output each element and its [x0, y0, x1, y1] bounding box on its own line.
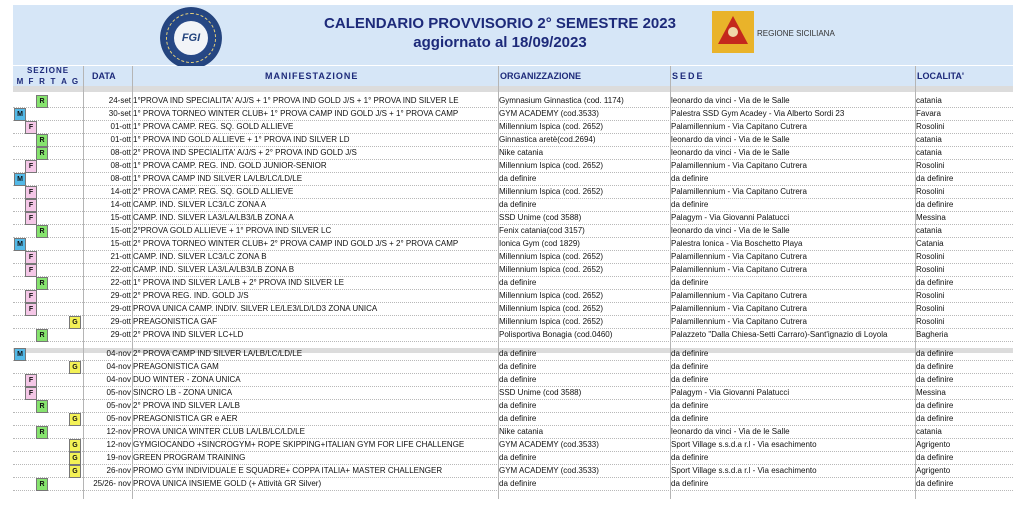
cell-sede: Palagym - Via Giovanni Palatucci: [671, 388, 790, 397]
cell-manifestazione: 2° PROVA CAMP IND SILVER LA/LB/LC/LD/LE: [133, 349, 303, 358]
cell-organizzazione: da definire: [499, 453, 537, 462]
sezione-badge: G: [69, 413, 81, 426]
cell-manifestazione: 1° PROVA IND GOLD ALLIEVE + 1° PROVA IND SILVER LD: [133, 135, 350, 144]
cell-localita: Catania: [916, 239, 944, 248]
sezione-badge: F: [25, 264, 37, 277]
cell-sede: da definire: [671, 362, 709, 371]
cell-organizzazione: Gymnasium Ginnastica (cod. 1174): [499, 96, 624, 105]
cell-localita: da definire: [916, 453, 954, 462]
sezione-badge: F: [25, 186, 37, 199]
cell-manifestazione: PREAGONISTICA GAF: [133, 317, 218, 326]
cell-localita: Rosolini: [916, 304, 945, 313]
cell-sede: da definire: [671, 401, 709, 410]
sezione-badge: G: [69, 316, 81, 329]
table-row: [13, 451, 1013, 465]
cell-localita: Rosolini: [916, 252, 945, 261]
table-row: [13, 94, 1013, 108]
cell-sede: da definire: [671, 278, 709, 287]
cell-manifestazione: 2° PROVA TORNEO WINTER CLUB+ 2° PROVA CAMP IND GOLD J/S + 2° PROVA CAMP: [133, 239, 459, 248]
cell-manifestazione: CAMP. IND. SILVER LC3/LC ZONA B: [133, 252, 267, 261]
cell-organizzazione: da definire: [499, 414, 537, 423]
cell-date: 25/26- nov: [93, 479, 131, 488]
cell-date: 29-ott: [110, 291, 131, 300]
cell-localita: da definire: [916, 174, 954, 183]
cell-date: 19-nov: [106, 453, 131, 462]
cell-sede: Palamillennium - Via Capitano Cutrera: [671, 252, 807, 261]
table-row: [13, 289, 1013, 303]
cell-date: 14-ott: [110, 187, 131, 196]
sezione-badge: G: [69, 439, 81, 452]
logo-text: FGI: [174, 21, 208, 55]
cell-date: 12-nov: [106, 440, 131, 449]
cell-manifestazione: 2° PROVA IND SILVER LC+LD: [133, 330, 244, 339]
cell-manifestazione: 1° PROVA CAMP. REG. IND. GOLD JUNIOR-SENIOR: [133, 161, 327, 170]
table-row: [13, 464, 1013, 478]
cell-manifestazione: PROVA UNICA INSIEME GOLD (+ Attività GR Silver): [133, 479, 322, 488]
cell-organizzazione: Millennium Ispica (cod. 2652): [499, 291, 604, 300]
cell-manifestazione: PREAGONISTICA GAM: [133, 362, 219, 371]
table-row: [13, 302, 1013, 316]
cell-date: 05-nov: [106, 401, 131, 410]
sezione-letter-r: R: [39, 77, 45, 86]
sezione-badge: R: [36, 426, 48, 439]
cell-manifestazione: CAMP. IND. SILVER LC3/LC ZONA A: [133, 200, 267, 209]
cell-manifestazione: PROVA UNICA CAMP. INDIV. SILVER LE/LE3/LD/LD3 ZONA UNICA: [133, 304, 378, 313]
cell-localita: da definire: [916, 479, 954, 488]
cell-localita: Rosolini: [916, 291, 945, 300]
cell-sede: Palamillennium - Via Capitano Cutrera: [671, 161, 807, 170]
table-row: [13, 198, 1013, 212]
sezione-badge: F: [25, 160, 37, 173]
region-logo-icon: [712, 11, 754, 53]
table-row: [13, 224, 1013, 238]
cell-sede: Palagym - Via Giovanni Palatucci: [671, 213, 790, 222]
table-row: [13, 425, 1013, 439]
cell-manifestazione: 2° PROVA CAMP. REG. SQ. GOLD ALLIEVE: [133, 187, 294, 196]
cell-date: 04-nov: [106, 362, 131, 371]
cell-sede: da definire: [671, 349, 709, 358]
column-localita: LOCALITA': [917, 71, 964, 81]
cell-organizzazione: Millennium Ispica (cod. 2652): [499, 252, 604, 261]
table-row: [13, 237, 1013, 251]
table-row: [13, 250, 1013, 264]
cell-localita: da definire: [916, 414, 954, 423]
cell-manifestazione: CAMP. IND. SILVER LA3/LA/LB3/LB ZONA B: [133, 265, 295, 274]
cell-sede: da definire: [671, 375, 709, 384]
table-row: [13, 211, 1013, 225]
sezione-letter-f: F: [28, 77, 34, 86]
cell-date: 08-ott: [110, 161, 131, 170]
cell-manifestazione: CAMP. IND. SILVER LA3/LA/LB3/LB ZONA A: [133, 213, 294, 222]
cell-date: 24-set: [108, 96, 131, 105]
cell-localita: Rosolini: [916, 317, 945, 326]
cell-organizzazione: da definire: [499, 401, 537, 410]
cell-date: 15-ott: [110, 213, 131, 222]
cell-organizzazione: Millennium Ispica (cod. 2652): [499, 317, 604, 326]
cell-date: 22-ott: [110, 265, 131, 274]
column-sezione: SEZIONE: [26, 66, 70, 75]
column-manifestazione: MANIFESTAZIONE: [265, 71, 359, 81]
sezione-badge: R: [36, 277, 48, 290]
cell-localita: Rosolini: [916, 187, 945, 196]
sezione-badge: F: [25, 290, 37, 303]
cell-date: 12-nov: [106, 427, 131, 436]
cell-date: 29-ott: [110, 330, 131, 339]
cell-organizzazione: da definire: [499, 349, 537, 358]
table-row: [13, 386, 1013, 400]
cell-organizzazione: Millennium Ispica (cod. 2652): [499, 265, 604, 274]
sezione-badge: F: [25, 212, 37, 225]
table-separator: [13, 86, 1013, 92]
cell-sede: leonardo da vinci - Via de le Salle: [671, 427, 790, 436]
cell-localita: Rosolini: [916, 161, 945, 170]
cell-manifestazione: 2° PROVA IND SILVER LA/LB: [133, 401, 240, 410]
cell-manifestazione: 1°PROVA IND SPECIALITA' A/J/S + 1° PROVA IND GOLD J/S + 1° PROVA IND SILVER LE: [133, 96, 459, 105]
cell-localita: da definire: [916, 375, 954, 384]
cell-manifestazione: PREAGONISTICA GR e AER: [133, 414, 238, 423]
cell-organizzazione: da definire: [499, 174, 537, 183]
sezione-badge: F: [25, 387, 37, 400]
table-row: [13, 185, 1013, 199]
column-data: DATA: [92, 71, 116, 81]
cell-sede: da definire: [671, 200, 709, 209]
sezione-badge: F: [25, 251, 37, 264]
cell-sede: da definire: [671, 174, 709, 183]
sezione-badge: M: [14, 238, 26, 251]
cell-localita: catania: [916, 226, 942, 235]
cell-manifestazione: 1° PROVA TORNEO WINTER CLUB+ 1° PROVA CAMP IND GOLD J/S + 1° PROVA CAMP: [133, 109, 459, 118]
cell-manifestazione: 2° PROVA REG. IND. GOLD J/S: [133, 291, 249, 300]
cell-organizzazione: GYM ACADEMY (cod.3533): [499, 440, 599, 449]
sezione-badge: R: [36, 400, 48, 413]
cell-organizzazione: Nike catania: [499, 427, 544, 436]
cell-date: 30-set: [108, 109, 131, 118]
cell-localita: catania: [916, 96, 942, 105]
cell-organizzazione: Ionica Gym (cod 1829): [499, 239, 580, 248]
sezione-badge: R: [36, 329, 48, 342]
table-row: [13, 438, 1013, 452]
table-row: [13, 133, 1013, 147]
sezione-letter-m: M: [16, 77, 24, 86]
cell-sede: Sport Village s.s.d.a r.l - Via esachimento: [671, 440, 817, 449]
cell-organizzazione: Millennium Ispica (cod. 2652): [499, 187, 604, 196]
cell-localita: da definire: [916, 362, 954, 371]
gorgon-face-icon: [728, 27, 738, 37]
cell-sede: da definire: [671, 479, 709, 488]
federation-logo: [160, 7, 222, 69]
cell-sede: Palamillennium - Via Capitano Cutrera: [671, 317, 807, 326]
sezione-badge: R: [36, 134, 48, 147]
cell-localita: Agrigento: [916, 440, 951, 449]
cell-manifestazione: SINCRO LB - ZONA UNICA: [133, 388, 233, 397]
cell-manifestazione: 1° PROVA IND SILVER LA/LB + 2° PROVA IND SILVER LE: [133, 278, 344, 287]
page-title: CALENDARIO PROVVISORIO 2° SEMESTRE 2023: [324, 15, 676, 32]
cell-manifestazione: 2°PROVA GOLD ALLIEVE + 1° PROVA IND SILVER LC: [133, 226, 332, 235]
cell-localita: da definire: [916, 349, 954, 358]
column-sede: SEDE: [672, 71, 705, 81]
table-row: [13, 120, 1013, 134]
sezione-badge: F: [25, 121, 37, 134]
cell-localita: catania: [916, 427, 942, 436]
sezione-badge: G: [69, 452, 81, 465]
region-name: REGIONE SICILIANA: [757, 29, 835, 38]
cell-manifestazione: 1° PROVA CAMP IND SILVER LA/LB/LC/LD/LE: [133, 174, 303, 183]
cell-date: 08-ott: [110, 174, 131, 183]
cell-sede: leonardo da vinci - Via de le Salle: [671, 226, 790, 235]
cell-date: 05-nov: [106, 414, 131, 423]
table-row: [13, 159, 1013, 173]
sezione-badge: R: [36, 225, 48, 238]
cell-date: 29-ott: [110, 304, 131, 313]
cell-organizzazione: da definire: [499, 479, 537, 488]
cell-date: 21-ott: [110, 252, 131, 261]
table-row: [13, 276, 1013, 290]
table-row: [13, 347, 1013, 361]
table-row: [13, 360, 1013, 374]
sezione-badge: M: [14, 348, 26, 361]
sezione-badge: R: [36, 478, 48, 491]
cell-sede: Palamillennium - Via Capitano Cutrera: [671, 291, 807, 300]
cell-organizzazione: da definire: [499, 200, 537, 209]
cell-manifestazione: PROVA UNICA WINTER CLUB LA/LB/LC/LD/LE: [133, 427, 305, 436]
table-row: [13, 328, 1013, 342]
cell-organizzazione: Nike catania: [499, 148, 544, 157]
table-row: [13, 373, 1013, 387]
cell-sede: Sport Village s.s.d.a r.l - Via esachimento: [671, 466, 817, 475]
cell-localita: catania: [916, 135, 942, 144]
table-row: [13, 399, 1013, 413]
table-row: [13, 107, 1013, 121]
sezione-badge: R: [36, 147, 48, 160]
cell-localita: Favara: [916, 109, 941, 118]
cell-manifestazione: 1° PROVA CAMP. REG. SQ. GOLD ALLIEVE: [133, 122, 294, 131]
cell-sede: Palestra Ionica - Via Boschetto Playa: [671, 239, 803, 248]
page-subtitle: aggiornato al 18/09/2023: [413, 34, 587, 51]
cell-sede: Palamillennium - Via Capitano Cutrera: [671, 304, 807, 313]
cell-localita: Rosolini: [916, 122, 945, 131]
cell-manifestazione: DUO WINTER - ZONA UNICA: [133, 375, 241, 384]
cell-sede: da definire: [671, 414, 709, 423]
cell-organizzazione: Millennium Ispica (cod. 2652): [499, 122, 604, 131]
sezione-letter-g: G: [71, 77, 79, 86]
cell-manifestazione: 2° PROVA IND SPECIALITA' A/J/S + 2° PROVA IND GOLD J/S: [133, 148, 357, 157]
cell-localita: da definire: [916, 401, 954, 410]
cell-sede: Palamillennium - Via Capitano Cutrera: [671, 187, 807, 196]
table-row: [13, 146, 1013, 160]
cell-organizzazione: SSD Unime (cod 3588): [499, 388, 582, 397]
cell-date: 22-ott: [110, 278, 131, 287]
cell-organizzazione: Ginnastica aretè(cod.2694): [499, 135, 596, 144]
column-organizzazione: ORGANIZZAZIONE: [500, 71, 581, 81]
cell-localita: Agrigento: [916, 466, 951, 475]
sezione-badge: F: [25, 374, 37, 387]
cell-localita: Messina: [916, 388, 946, 397]
cell-localita: da definire: [916, 200, 954, 209]
sezione-letter-t: T: [50, 77, 56, 86]
cell-manifestazione: GREEN PROGRAM TRAINING: [133, 453, 246, 462]
cell-organizzazione: da definire: [499, 278, 537, 287]
table-row: [13, 477, 1013, 491]
cell-date: 14-ott: [110, 200, 131, 209]
cell-date: 15-ott: [110, 226, 131, 235]
cell-date: 04-nov: [106, 349, 131, 358]
sezione-badge: F: [25, 199, 37, 212]
cell-manifestazione: PROMO GYM INDIVIDUALE E SQUADRE+ COPPA ITALIA+ MASTER CHALLENGER: [133, 466, 443, 475]
cell-date: 01-ott: [110, 135, 131, 144]
cell-manifestazione: GYMGIOCANDO +SINCROGYM+ ROPE SKIPPING+ITALIAN GYM FOR LIFE CHALLENGE: [133, 440, 465, 449]
sezione-badge: G: [69, 361, 81, 374]
sezione-letter-a: A: [61, 77, 67, 86]
cell-sede: leonardo da vinci - Via de le Salle: [671, 148, 790, 157]
cell-organizzazione: Millennium Ispica (cod. 2652): [499, 161, 604, 170]
cell-organizzazione: GYM ACADEMY (cod.3533): [499, 109, 599, 118]
sezione-badge: G: [69, 465, 81, 478]
cell-sede: leonardo da vinci - Via de le Salle: [671, 135, 790, 144]
table-row: [13, 263, 1013, 277]
cell-localita: catania: [916, 148, 942, 157]
cell-date: 29-ott: [110, 317, 131, 326]
sezione-badge: F: [25, 303, 37, 316]
cell-localita: Bagheria: [916, 330, 949, 339]
cell-organizzazione: Polisportiva Bonagia (cod.0460): [499, 330, 613, 339]
cell-date: 26-nov: [106, 466, 131, 475]
cell-localita: da definire: [916, 278, 954, 287]
cell-localita: Rosolini: [916, 265, 945, 274]
cell-sede: Palamillennium - Via Capitano Cutrera: [671, 122, 807, 131]
cell-organizzazione: SSD Unime (cod 3588): [499, 213, 582, 222]
cell-date: 04-nov: [106, 375, 131, 384]
cell-sede: Palazzeto "Dalla Chiesa-Setti Carraro)-Sant'ignazio di Loyola: [671, 330, 888, 339]
sezione-badge: M: [14, 108, 26, 121]
cell-sede: da definire: [671, 453, 709, 462]
cell-organizzazione: Millennium Ispica (cod. 2652): [499, 304, 604, 313]
cell-sede: Palamillennium - Via Capitano Cutrera: [671, 265, 807, 274]
cell-sede: Palestra SSD Gym Acadey - Via Alberto Sordi 23: [671, 109, 845, 118]
cell-organizzazione: da definire: [499, 375, 537, 384]
cell-sede: leonardo da vinci - Via de le Salle: [671, 96, 790, 105]
sezione-badge: M: [14, 173, 26, 186]
cell-date: 08-ott: [110, 148, 131, 157]
sezione-badge: R: [36, 95, 48, 108]
cell-localita: Messina: [916, 213, 946, 222]
table-row: [13, 172, 1013, 186]
cell-date: 05-nov: [106, 388, 131, 397]
cell-organizzazione: GYM ACADEMY (cod.3533): [499, 466, 599, 475]
cell-date: 15-ott: [110, 239, 131, 248]
cell-date: 01-ott: [110, 122, 131, 131]
cell-organizzazione: Fenix catania(cod 3157): [499, 226, 585, 235]
table-row: [13, 315, 1013, 329]
cell-organizzazione: da definire: [499, 362, 537, 371]
table-row: [13, 412, 1013, 426]
